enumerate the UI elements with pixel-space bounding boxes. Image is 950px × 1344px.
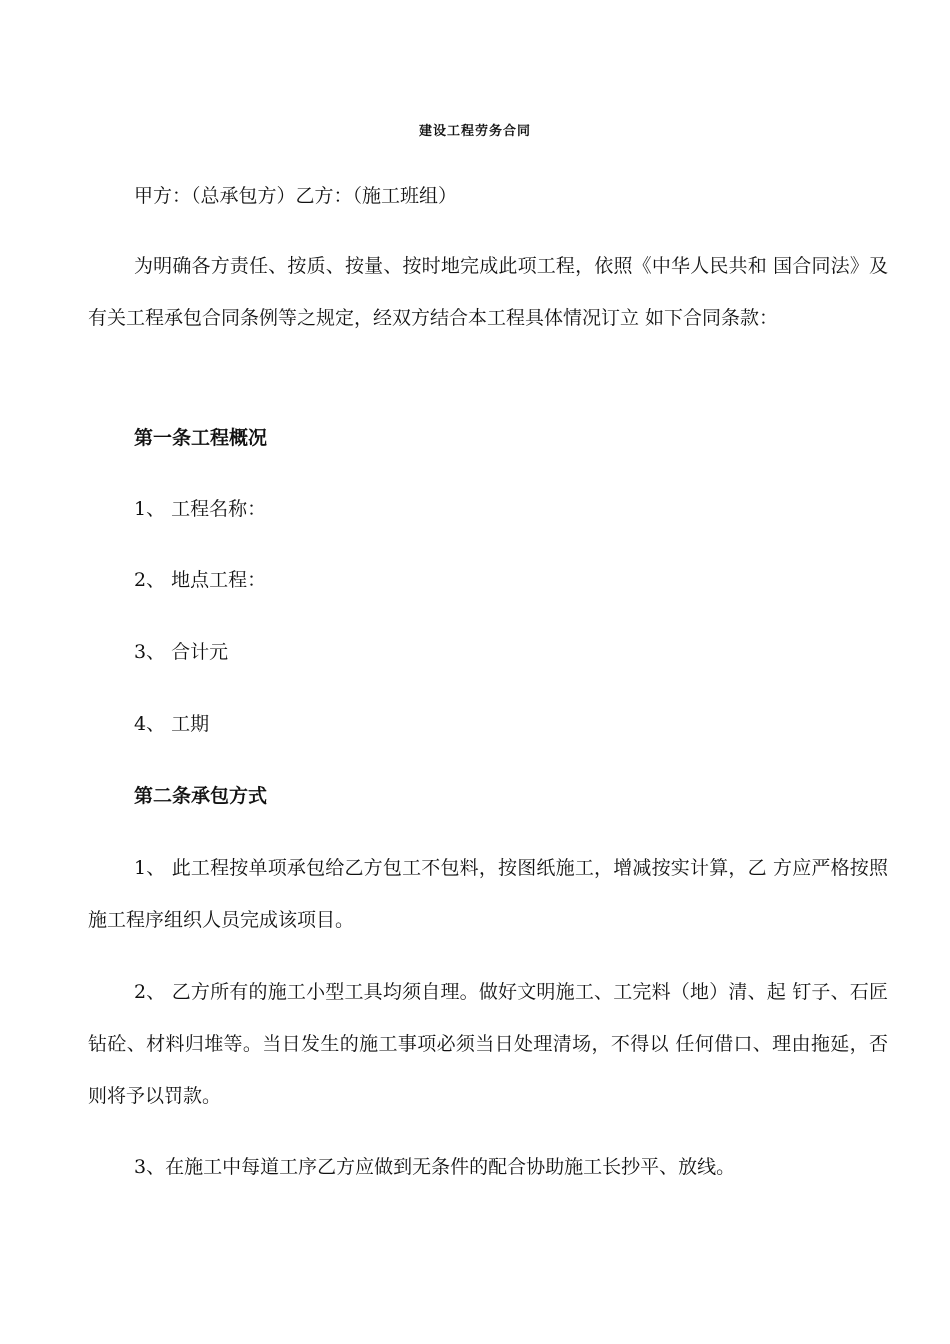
article2-item-1: 1、 此工程按单项承包给乙方包工不包料，按图纸施工，增减按实计算，乙 方应严格按照施工程序组织人员完成该项目。: [88, 857, 888, 931]
article2-heading: 第二条承包方式: [134, 785, 268, 807]
intro-paragraph: 为明确各方责任、按质、按量、按时地完成此项工程，依照《中华人民共和 国合同法》及有关工程承包合同条例等之规定，经双方结合本工程具体情况订立 如下合同条款：: [88, 255, 888, 329]
article2-item-2: 2、 乙方所有的施工小型工具均须自理。做好文明施工、工完料（地）清、起 钉子、石匠钻砼、材料归堆等。当日发生的施工事项必须当日处理清场，不得以 任何借口、理由拖延，否则将予以罚款。: [88, 981, 888, 1107]
article1-heading: 第一条工程概况: [134, 427, 268, 449]
article1-item-3: 3、 合计元: [134, 641, 229, 663]
article1-item-2: 2、 地点工程：: [134, 569, 267, 591]
article2-item-3: 3、在施工中每道工序乙方应做到无条件的配合协助施工长抄平、放线。: [134, 1156, 736, 1178]
parties-line: 甲方：（总承包方）乙方：（施工班组）: [134, 185, 458, 207]
article1-item-4: 4、 工期: [134, 713, 210, 735]
document-title: 建设工程劳务合同: [418, 124, 531, 139]
article1-item-1: 1、 工程名称：: [134, 498, 267, 520]
